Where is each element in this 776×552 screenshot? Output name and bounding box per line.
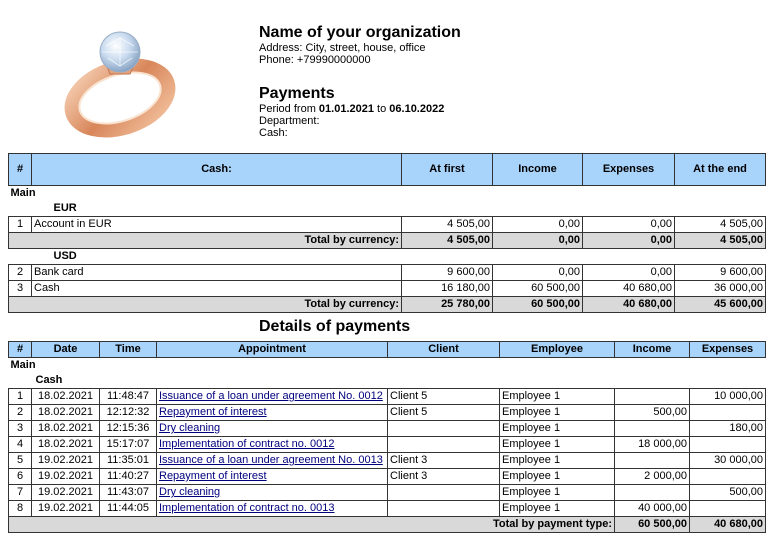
payments-details-table [8, 341, 766, 533]
col-date: Date [32, 342, 100, 358]
row-employee: Employee 1 [500, 405, 615, 421]
col-appointment: Appointment [157, 342, 388, 358]
row-time: 11:40:27 [100, 469, 157, 485]
row-income [615, 421, 690, 437]
organization-phone: Phone: +79990000000 [259, 54, 371, 66]
table-row [9, 453, 766, 469]
row-expenses: 180,00 [690, 421, 766, 437]
report-period: Period from 01.01.2021 to 06.10.2022 [259, 103, 445, 115]
period-to: 06.10.2022 [389, 103, 445, 115]
report-cash: Cash: [259, 127, 288, 139]
organization-address: Address: City, street, house, office [259, 42, 426, 54]
details-header-row [9, 342, 766, 358]
row-time: 11:43:07 [100, 485, 157, 501]
row-income [615, 389, 690, 405]
table-row: 3 Cash 16 180,00 60 500,00 40 680,00 36 000,00 [9, 281, 766, 297]
row-date: 19.02.2021 [32, 469, 100, 485]
appointment-link[interactable]: Dry cleaning [159, 486, 221, 498]
appointment-link[interactable]: Repayment of interest [159, 406, 267, 418]
table-row [9, 421, 766, 437]
table-row [9, 469, 766, 485]
row-client [388, 421, 500, 437]
appointment-link[interactable]: Implementation of contract no. 0012 [159, 438, 335, 450]
table-row [9, 389, 766, 405]
payment-type-total-row [9, 517, 766, 533]
appointment-link[interactable]: Issuance of a loan under agreement No. 0013 [159, 454, 383, 466]
col-expenses: Expenses [690, 342, 766, 358]
row-number: 1 [9, 389, 32, 405]
row-expenses [690, 501, 766, 517]
ring-logo [58, 12, 188, 142]
row-client [388, 437, 500, 453]
row-income: 40 000,00 [615, 501, 690, 517]
row-employee: Employee 1 [500, 469, 615, 485]
subgroup-row: Cash [35, 374, 63, 386]
row-expenses: 30 000,00 [690, 453, 766, 469]
col-client: Client [388, 342, 500, 358]
row-income: 500,00 [615, 405, 690, 421]
currency-total-row: Total by currency: 4 505,00 0,00 0,00 4 505,00 [9, 233, 766, 249]
total-expenses: 40 680,00 [690, 517, 766, 533]
row-employee: Employee 1 [500, 501, 615, 517]
col-number: # [9, 154, 32, 186]
row-time: 11:35:01 [100, 453, 157, 469]
row-time: 11:44:05 [100, 501, 157, 517]
row-client [388, 485, 500, 501]
row-employee: Employee 1 [500, 485, 615, 501]
row-employee: Employee 1 [500, 437, 615, 453]
total-income: 60 500,00 [615, 517, 690, 533]
row-employee: Employee 1 [500, 421, 615, 437]
group-row: Main [10, 187, 36, 199]
group-row: Main [10, 359, 36, 371]
row-number: 6 [9, 469, 32, 485]
row-expenses: 10 000,00 [690, 389, 766, 405]
table-row [9, 485, 766, 501]
summary-header-row [9, 154, 766, 186]
details-title: Details of payments [259, 318, 411, 335]
organization-name: Name of your organization [259, 24, 461, 41]
report-department: Department: [259, 115, 320, 127]
cash-summary-table [8, 153, 766, 313]
col-expenses: Expenses [583, 154, 675, 186]
table-row [9, 501, 766, 517]
row-date: 18.02.2021 [32, 421, 100, 437]
row-date: 19.02.2021 [32, 453, 100, 469]
row-client: Client 5 [388, 405, 500, 421]
row-income [615, 453, 690, 469]
col-income: Income [493, 154, 583, 186]
row-date: 18.02.2021 [32, 405, 100, 421]
col-time: Time [100, 342, 157, 358]
currency-row: EUR [53, 202, 77, 214]
col-number: # [9, 342, 32, 358]
table-row [9, 437, 766, 453]
row-client [388, 501, 500, 517]
row-number: 7 [9, 485, 32, 501]
col-employee: Employee [500, 342, 615, 358]
row-employee: Employee 1 [500, 389, 615, 405]
row-number: 4 [9, 437, 32, 453]
row-income: 18 000,00 [615, 437, 690, 453]
period-from: 01.01.2021 [318, 103, 374, 115]
row-date: 19.02.2021 [32, 485, 100, 501]
row-expenses [690, 437, 766, 453]
appointment-link[interactable]: Implementation of contract no. 0013 [159, 502, 335, 514]
report-title: Payments [259, 85, 335, 102]
row-expenses: 500,00 [690, 485, 766, 501]
col-income: Income [615, 342, 690, 358]
col-cash: Cash: [32, 154, 402, 186]
row-date: 18.02.2021 [32, 389, 100, 405]
row-number: 3 [9, 421, 32, 437]
row-employee: Employee 1 [500, 453, 615, 469]
row-date: 18.02.2021 [32, 437, 100, 453]
row-number: 5 [9, 453, 32, 469]
report-header [259, 23, 461, 139]
table-row: 2 Bank card 9 600,00 0,00 0,00 9 600,00 [9, 265, 766, 281]
row-date: 19.02.2021 [32, 501, 100, 517]
table-row [9, 405, 766, 421]
row-time: 12:15:36 [100, 421, 157, 437]
row-number: 8 [9, 501, 32, 517]
total-label: Total by payment type: [9, 517, 615, 533]
col-at-the-end: At the end [675, 154, 766, 186]
row-income: 2 000,00 [615, 469, 690, 485]
row-time: 11:48:47 [100, 389, 157, 405]
row-client: Client 3 [388, 453, 500, 469]
row-time: 15:17:07 [100, 437, 157, 453]
table-row: 1 Account in EUR 4 505,00 0,00 0,00 4 505,00 [9, 217, 766, 233]
row-expenses [690, 469, 766, 485]
row-income [615, 485, 690, 501]
col-at-first: At first [402, 154, 493, 186]
appointment-link[interactable]: Issuance of a loan under agreement No. 0012 [159, 390, 383, 402]
appointment-link[interactable]: Dry cleaning [159, 422, 221, 434]
row-client: Client 5 [388, 389, 500, 405]
row-client: Client 3 [388, 469, 500, 485]
appointment-link[interactable]: Repayment of interest [159, 470, 267, 482]
row-number: 2 [9, 405, 32, 421]
row-expenses [690, 405, 766, 421]
row-time: 12:12:32 [100, 405, 157, 421]
currency-row: USD [53, 250, 77, 262]
currency-total-row: Total by currency: 25 780,00 60 500,00 40 680,00 45 600,00 [9, 297, 766, 313]
